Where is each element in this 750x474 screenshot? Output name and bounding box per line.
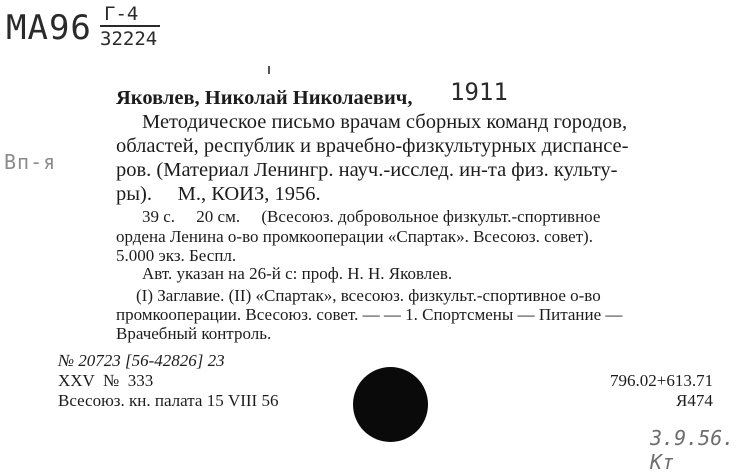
handwritten-date: 3.9.56. Кт	[650, 426, 735, 474]
tracings-line-1: (I) Заглавие. (II) «Спартак», всесоюз. физкульт.-спортивное о-во	[136, 286, 601, 305]
call-fraction-top: Г-4	[104, 3, 139, 25]
tracings-line-2: промкооперации. Всесоюз. совет. — — 1. Спортсмены — Питание —	[116, 305, 623, 324]
author-mark: Я474	[676, 391, 713, 410]
title-line-2: областей, республик и врачебно-физкультурных диспансе-	[116, 135, 629, 157]
title-line-1: Методическое письмо врачам сборных команд городов,	[142, 111, 628, 133]
punch-hole	[353, 367, 428, 442]
title-line-4: ры). М., КОИЗ, 1956.	[116, 183, 321, 205]
call-number: МА96	[6, 8, 92, 48]
record-number: № 20723 [56-42826] 23	[58, 351, 225, 370]
call-fraction	[100, 4, 170, 49]
tracings-line-3: Врачебный контроль.	[116, 324, 272, 343]
classification-udc: 796.02+613.71	[610, 371, 714, 390]
punch-mark	[268, 66, 270, 74]
collation-line-1: 39 с. 20 см. (Всесоюз. добровольное физкульт.-спортивное	[142, 207, 601, 226]
author-note: Авт. указан на 26-й с: проф. Н. Н. Яковлев.	[142, 264, 453, 283]
collation-line-2: ордена Ленина о-во промкооперации «Спартак». Всесоюз. совет).	[116, 227, 593, 246]
title-line-3: ров. (Материал Ленингр. науч.-исслед. ин-та физ. культу-	[116, 159, 618, 181]
fraction-bar	[100, 25, 160, 27]
heading-author: Яковлев, Николай Николаевич,	[116, 87, 413, 109]
call-fraction-bottom: 32224	[100, 28, 158, 50]
record-series: XXV № 333	[58, 371, 154, 390]
handwritten-year: 1911	[450, 78, 508, 106]
collation-line-3: 5.000 экз. Беспл.	[116, 246, 237, 265]
chamber-stamp: Всесоюз. кн. палата 15 VIII 56	[58, 391, 279, 410]
left-stamp: Вп-я	[4, 150, 57, 174]
